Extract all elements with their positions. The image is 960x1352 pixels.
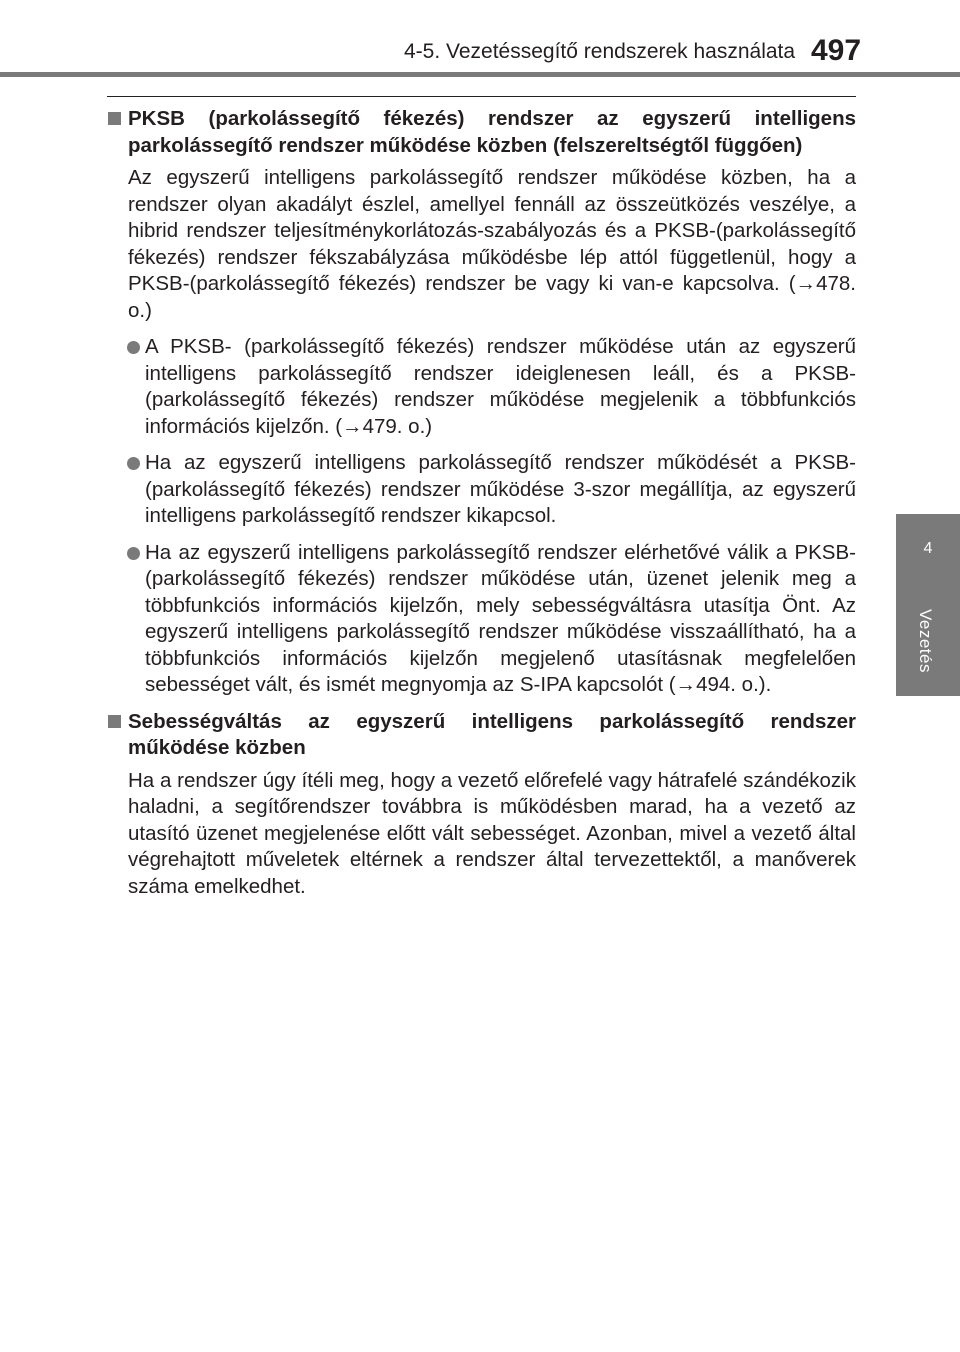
chapter-name: Vezetés [916,609,935,673]
section-heading-text: PKSB (parkolássegítő fékezés) rendszer az egyszerű intelligens parkolássegítő rendszer működése közben (felszereltségtől függően) [128,107,856,157]
section-paragraph: Ha a rendszer úgy ítéli meg, hogy a vezető előrefelé vagy hátrafelé szándékozik haladni, a segítőrendszer továbbra is működésben marad, ha a vezető az utasító üzenet megjelenése előtt vált sebességet. Azonban, mivel a vezető által végrehajtott műveletek eltérnek a rendszer által tervezettektől, a manőverek száma emelkedhet. [128,768,856,898]
content-top-rule [107,96,856,97]
page-number: 497 [811,34,862,67]
section-heading [107,106,856,159]
chapter-side-tab [896,514,960,696]
header-rule [0,72,960,77]
round-bullet-icon [127,457,140,470]
bullet-text: Ha az egyszerű intelligens parkolássegítő rendszer működését a PKSB- (parkolássegítő fékezés) rendszer működése 3-szor megállítja, az egyszerű intelligens parkolássegítő rendszer kikapcsol. [145,451,856,527]
section-heading [107,709,856,762]
bullet-item [107,540,856,699]
page-content [107,106,856,900]
bullet-text: A PKSB- (parkolássegítő fékezés) rendszer működése után az egyszerű intelligens parkolássegítő rendszer ideiglenesen leáll, és a PKSB- (parkolássegítő fékezés) rendszer működése megjelenik a többfunkciós információs kijelzőn. (→479. o.) [145,335,856,438]
bullet-text: Ha az egyszerű intelligens parkolássegítő rendszer elérhetővé válik a PKSB- (parkolássegítő fékezés) rendszer működése után, üzenet jelenik meg a többfunkciós információs kijelzőn, mely sebességváltásra utasítja Önt. Az egyszerű intelligens parkolássegítő rendszer működése visszaállítható, ha a többfunkciós információs kijelzőn megjelenő utasításnak megfelelően sebességet vált, és ismét megnyomja az S-IPA kapcsolót (→494. o.). [145,540,856,696]
square-bullet-icon [108,715,121,728]
running-header-title: 4-5. Vezetéssegítő rendszerek használata [404,40,796,63]
section-paragraph: Az egyszerű intelligens parkolássegítő rendszer működése közben, ha a rendszer olyan akadályt észlel, amellyel fennáll az összeütközés veszélye, a hibrid rendszer teljesítménykorlátozás-szabályozás és a PKSB-(parkolássegítő fékezés) rendszer fékszabályzása működésbe lép attól függetlenül, hogy a PKSB-(parkolássegítő fékezés) rendszer be vagy ki van-e kapcsolva. (→478. o.) [128,166,856,322]
chapter-number: 4 [923,540,933,557]
section-heading-text: Sebességváltás az egyszerű intelligens parkolássegítő rendszer működése közben [128,709,856,759]
round-bullet-icon [127,341,140,354]
round-bullet-icon [127,547,140,560]
square-bullet-icon [108,112,121,125]
bullet-item [107,334,856,440]
bullet-item [107,450,856,530]
